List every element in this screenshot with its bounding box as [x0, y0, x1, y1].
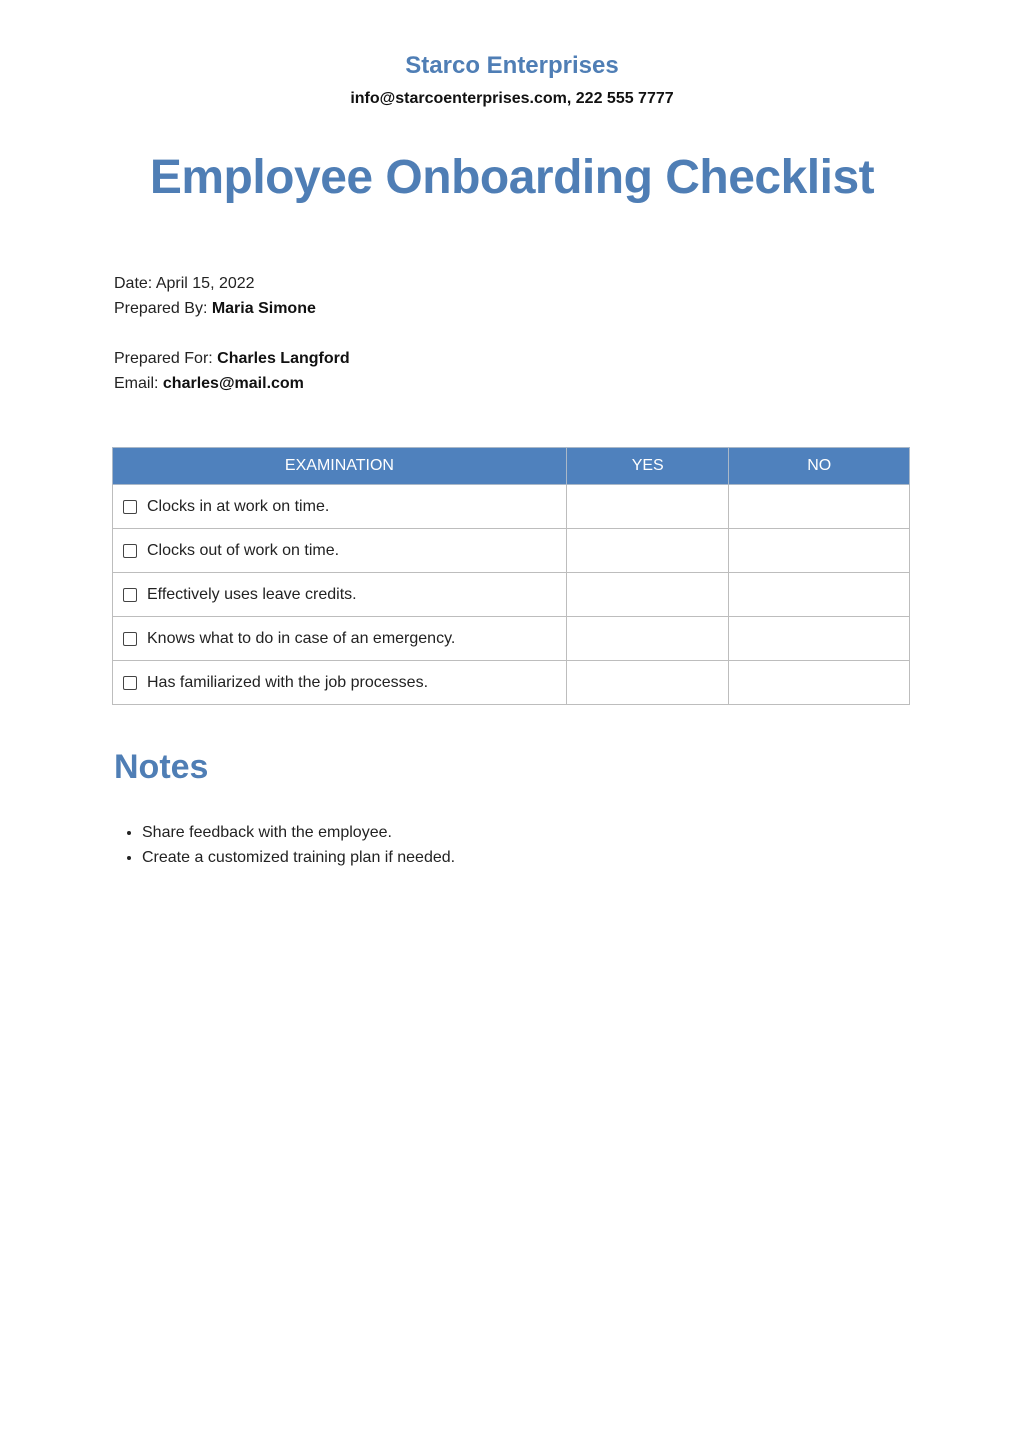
company-name: Starco Enterprises [405, 52, 619, 79]
no-cell[interactable] [729, 661, 910, 705]
email-label: Email: [114, 375, 163, 392]
header-examination: EXAMINATION [113, 448, 567, 485]
no-cell[interactable] [729, 529, 910, 573]
header-yes: YES [566, 448, 729, 485]
no-cell[interactable] [729, 573, 910, 617]
table-row [113, 573, 910, 617]
page-title: Employee Onboarding Checklist [149, 151, 875, 204]
notes-heading: Notes [114, 748, 209, 786]
prepared-by-line [114, 300, 316, 318]
checkbox[interactable] [123, 544, 137, 558]
header-no: NO [729, 448, 910, 485]
table-row [113, 661, 910, 705]
yes-cell[interactable] [566, 661, 729, 705]
email-line [114, 375, 304, 393]
yes-cell[interactable] [566, 617, 729, 661]
list-item: • Share feedback with the employee. [142, 820, 455, 845]
table-row [113, 617, 910, 661]
examination-cell [113, 485, 567, 529]
prepared-by-value: Maria Simone [211, 300, 316, 317]
examination-item: Clocks in at work on time. [147, 497, 330, 515]
checkbox[interactable] [123, 500, 137, 514]
list-item: • Create a customized training plan if needed. [142, 845, 455, 870]
company-contact: info@starcoenterprises.com, 222 555 7777 [350, 90, 674, 107]
checkbox[interactable] [123, 632, 137, 646]
checklist-table [112, 447, 910, 705]
examination-cell [113, 661, 567, 705]
examination-item: Effectively uses leave credits. [147, 585, 357, 603]
email-value: charles@mail.com [162, 375, 304, 392]
examination-cell [113, 617, 567, 661]
prepared-for-line [114, 350, 350, 368]
examination-item: Knows what to do in case of an emergency. [147, 629, 456, 647]
table-row [113, 529, 910, 573]
date-line [114, 275, 255, 293]
checkbox[interactable] [123, 588, 137, 602]
date-value: April 15, 2022 [155, 275, 255, 292]
notes-list [114, 820, 455, 870]
examination-item: Has familiarized with the job processes. [147, 673, 429, 691]
yes-cell[interactable] [566, 529, 729, 573]
prepared-by-label: Prepared By: [114, 300, 212, 317]
table-row [113, 485, 910, 529]
table-header-row [113, 448, 910, 485]
examination-cell [113, 529, 567, 573]
prepared-for-value: Charles Langford [217, 350, 350, 367]
yes-cell[interactable] [566, 573, 729, 617]
checkbox[interactable] [123, 676, 137, 690]
examination-item: Clocks out of work on time. [147, 541, 340, 559]
date-label: Date: [114, 275, 156, 292]
no-cell[interactable] [729, 485, 910, 529]
yes-cell[interactable] [566, 485, 729, 529]
examination-cell [113, 573, 567, 617]
no-cell[interactable] [729, 617, 910, 661]
prepared-for-label: Prepared For: [114, 350, 218, 367]
